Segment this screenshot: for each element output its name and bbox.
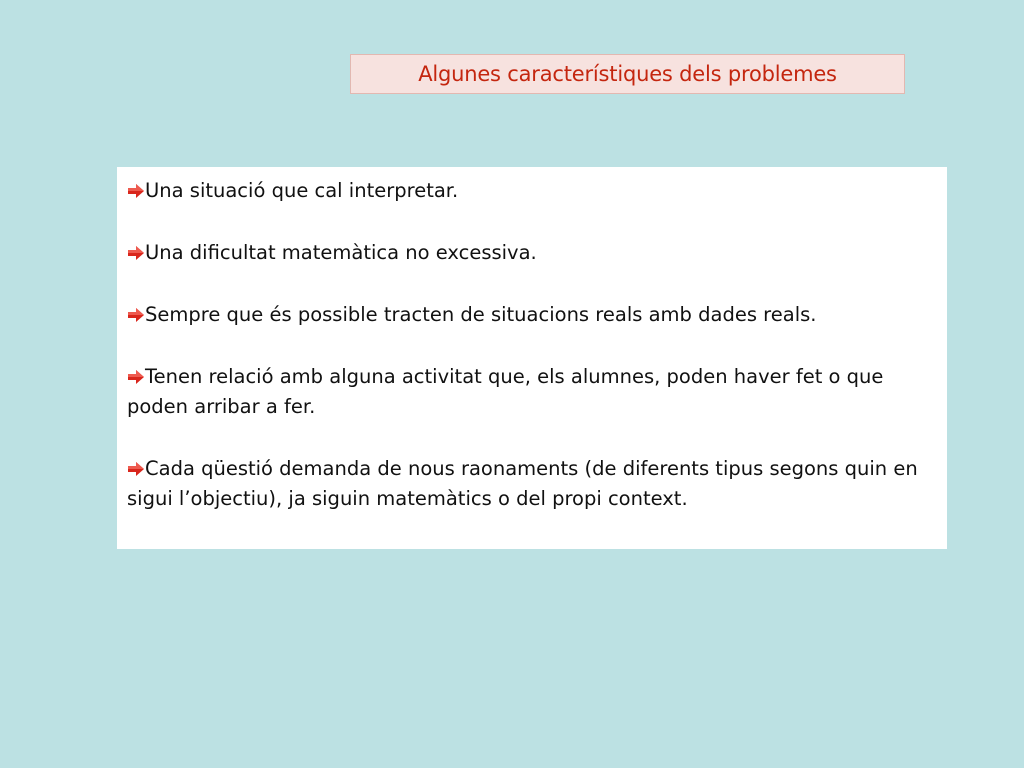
bullet-item xyxy=(127,176,937,206)
red-arrow-icon xyxy=(127,370,145,384)
red-arrow-icon xyxy=(127,184,145,198)
slide-title-box xyxy=(350,54,905,94)
bullet-text: Tenen relació amb alguna activitat que, els alumnes, poden haver fet o que poden arribar a fer. xyxy=(127,365,884,418)
bullet-text: Una situació que cal interpretar. xyxy=(145,179,459,202)
bullet-text: Una dificultat matemàtica no excessiva. xyxy=(145,241,537,264)
slide-title: Algunes característiques dels problemes xyxy=(418,62,837,86)
bullet-text: Sempre que és possible tracten de situacions reals amb dades reals. xyxy=(145,303,817,326)
bullet-item xyxy=(127,300,937,330)
bullet-item xyxy=(127,238,937,268)
bullet-item xyxy=(127,454,937,514)
red-arrow-icon xyxy=(127,308,145,322)
content-box xyxy=(117,167,947,549)
red-arrow-icon xyxy=(127,462,145,476)
red-arrow-icon xyxy=(127,246,145,260)
bullet-item xyxy=(127,362,937,422)
bullet-text: Cada qüestió demanda de nous raonaments (de diferents tipus segons quin en sigui l’objectiu), ja siguin matemàtics o del propi context. xyxy=(127,457,918,510)
